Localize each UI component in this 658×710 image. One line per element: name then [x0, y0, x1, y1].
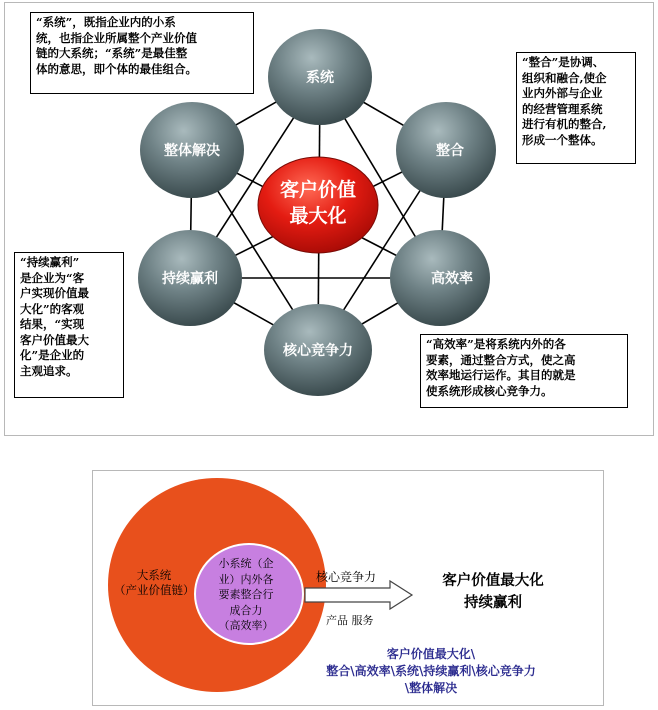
node-system	[268, 29, 372, 125]
node-profit-label: 持续赢利	[162, 271, 218, 287]
big-system-label: 大系统 （产业价值链）	[114, 568, 195, 597]
node-efficiency-label: 高效率	[431, 271, 473, 287]
result-label: 客户价值最大化 持续赢利	[442, 573, 544, 611]
node-core-competence	[264, 304, 372, 396]
note-sustained-profit: “持续赢利” 是企业为“客 户实现价值最 大化”的客观 结果，“实现 客户价值最大 化”是企业的 主观追求。	[14, 252, 124, 398]
note-system: “系统”，既指企业内的小系 统，也指企业所属整个产业价值 链的大系统；“系统”是最佳整 体的意思，即个体的最佳组合。	[30, 12, 254, 94]
note-integrate: “整合”是协调、 组织和融合,使企 业内外部与企业 的经营管理系统 进行有机的整合, 形成一个整体。	[516, 52, 636, 164]
node-total-solution	[140, 102, 244, 198]
node-system-label: 系统	[306, 70, 334, 86]
center-label-line1: 客户价值	[279, 179, 357, 201]
node-integrate	[396, 102, 496, 198]
small-system-label: 小系统（企 业）内外各 要素整合行 成合力 （高效率）	[218, 557, 274, 632]
core-competence-label: 核心竞争力	[316, 570, 377, 584]
node-integrate-label: 整合	[436, 143, 464, 159]
node-core-label: 核心竞争力	[283, 343, 353, 359]
center-label-line2: 最大化	[289, 205, 347, 227]
node-solution-label: 整体解决	[164, 143, 220, 159]
note-efficiency: “高效率”是将系统内外的各 要素，通过整合方式，使之高 效率地运行运作。其目的就是 使系统形成核心竞争力。	[420, 334, 628, 408]
value-chain-keywords: 客户价值最大化\ 整合\高效率\系统\持续赢利\核心竞争力 \整体解决	[326, 647, 536, 695]
product-service-label: 产品 服务	[326, 614, 374, 627]
center-node-customer-value	[258, 157, 378, 253]
node-efficiency	[390, 230, 490, 326]
node-sustained-profit	[138, 230, 242, 326]
